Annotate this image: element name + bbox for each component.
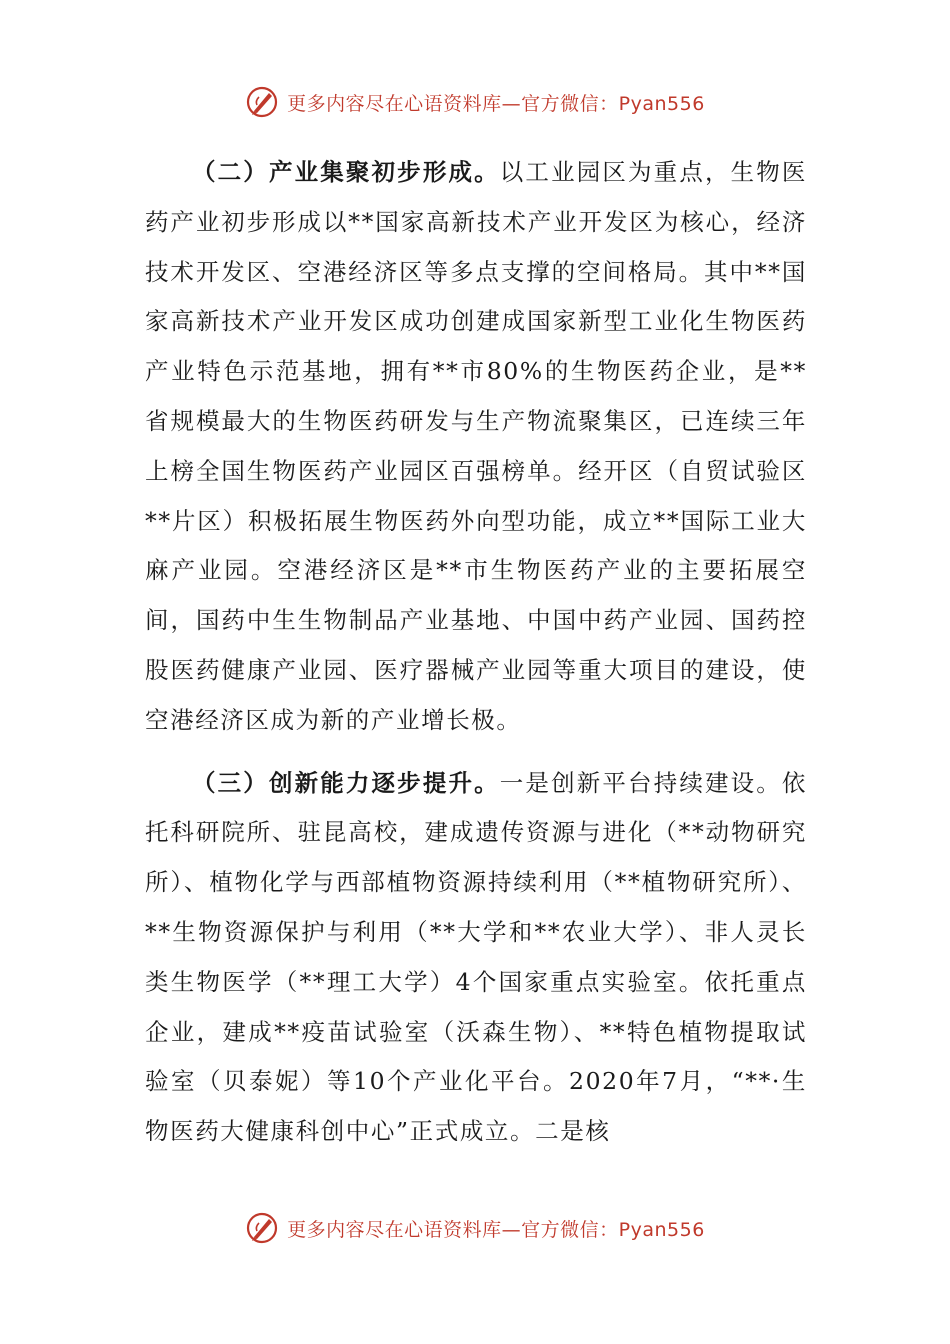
banner-text: 更多内容尽在心语资料库—官方微信：Pyan556	[287, 1218, 705, 1241]
header-banner	[0, 82, 950, 122]
paragraph-industry-cluster	[145, 148, 807, 746]
banner-text: 更多内容尽在心语资料库—官方微信：Pyan556	[287, 92, 705, 115]
paragraph-text: 以工业园区为重点，生物医药产业初步形成以**国家高新技术产业开发区为核心，经济技术开发区、空港经济区等多点支撑的空间格局。其中**国家高新技术产业开发区成功创建成国家新型工业化生物医药产业特色示范基地，拥有**市80%的生物医药企业，是**省规模最大的生物医药研发与生产物流聚集区，已连续三年上榜全国生物医药产业园区百强榜单。经开区（自贸试验区**片区）积极拓展生物医药外向型功能，成立**国际工业大麻产业园。空港经济区是**市生物医药产业的主要拓展空间，国药中生生物制品产业基地、中国中药产业园、国药控股医药健康产业园、医疗器械产业园等重大项目的建设，使空港经济区成为新的产业增长极。	[145, 158, 808, 734]
pen-logo-icon	[245, 85, 279, 119]
paragraph-heading: （三）创新能力逐步提升。	[192, 768, 500, 797]
wechat-id: Pyan556	[618, 1218, 705, 1241]
document-body	[145, 148, 807, 1157]
paragraph-text: 一是创新平台持续建设。依托科研院所、驻昆高校，建成遗传资源与进化（**动物研究所）、植物化学与西部植物资源持续利用（**植物研究所）、**生物资源保护与利用（**大学和**农业大学）、非人灵长类生物医学（**理工大学）4个国家重点实验室。依托重点企业，建成**疫苗试验室（沃森生物）、**特色植物提取试验室（贝泰妮）等10个产业化平台。2020年7月，“**·生物医药大健康科创中心”正式成立。二是核	[145, 768, 808, 1146]
footer-banner	[0, 1208, 950, 1248]
pen-logo-icon	[245, 1211, 279, 1245]
paragraph-innovation	[145, 759, 807, 1157]
paragraph-heading: （二）产业集聚初步形成。	[192, 158, 500, 186]
wechat-id: Pyan556	[618, 92, 705, 115]
